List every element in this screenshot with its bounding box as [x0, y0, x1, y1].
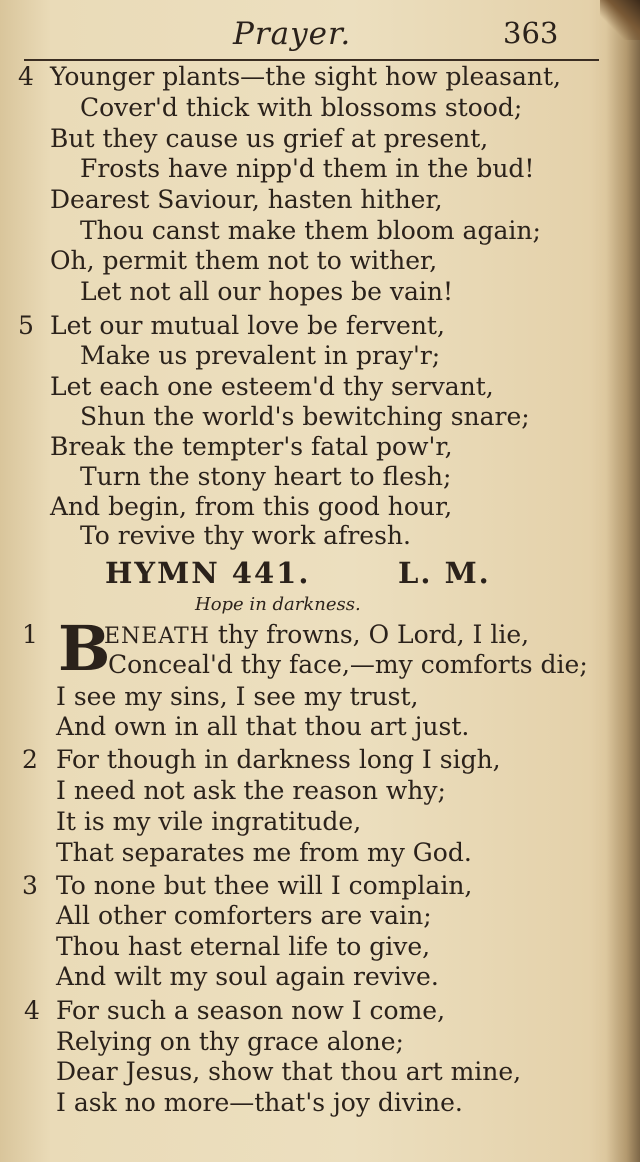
verse-line-first: [104, 620, 529, 652]
verse-line: Break the tempter's fatal pow'r,: [50, 432, 453, 461]
hymn-title: HYMN 441.: [105, 556, 311, 590]
verse-line: Let not all our hopes be vain!: [80, 277, 454, 306]
verse-line: It is my vile ingratitude,: [56, 807, 362, 836]
verse-line: I need not ask the reason why;: [56, 776, 446, 805]
verse-line: Turn the stony heart to flesh;: [80, 462, 452, 491]
stanza-number: 1: [22, 620, 38, 649]
page-corner-shadow: [600, 0, 640, 40]
verse-line: For such a season now I come,: [56, 996, 446, 1025]
page-title: Prayer.: [233, 16, 352, 52]
small-caps-word: ENEATH: [104, 624, 210, 649]
verse-line: Make us prevalent in pray'r;: [80, 341, 441, 370]
header-rule: [24, 59, 599, 61]
verse-line: I see my sins, I see my trust,: [56, 682, 419, 711]
verse-line: To revive thy work afresh.: [80, 521, 411, 550]
drop-cap: B: [58, 612, 111, 685]
running-head: [0, 12, 600, 52]
stanza-number: 5: [18, 311, 34, 340]
page-number: 363: [503, 16, 559, 50]
verse-line: Frosts have nipp'd them in the bud!: [80, 154, 535, 183]
verse-line: And own in all that thou art just.: [56, 712, 470, 741]
verse-line: Dear Jesus, show that thou art mine,: [56, 1057, 522, 1086]
verse-line: And begin, from this good hour,: [50, 492, 453, 521]
verse-line: And wilt my soul again revive.: [56, 962, 439, 991]
stanza-number: 4: [24, 996, 40, 1025]
page-edge-shadow: [606, 0, 640, 1162]
verse-line: Dearest Saviour, hasten hither,: [50, 185, 443, 214]
hymn-meter: L. M.: [398, 556, 491, 590]
verse-line: For though in darkness long I sigh,: [56, 745, 501, 774]
verse-line: Shun the world's bewitching snare;: [80, 402, 530, 431]
verse-line-rest: thy frowns, O Lord, I lie,: [209, 620, 530, 649]
stanza-number: 3: [22, 871, 38, 900]
verse-line: But they cause us grief at present,: [50, 124, 489, 153]
verse-line: Oh, permit them not to wither,: [50, 246, 438, 275]
stanza-number: 2: [22, 745, 38, 774]
hymn-subtitle: Hope in darkness.: [195, 594, 361, 615]
verse-line: That separates me from my God.: [56, 838, 472, 867]
verse-line: All other comforters are vain;: [56, 901, 432, 930]
verse-line: Cover'd thick with blossoms stood;: [80, 93, 523, 122]
verse-line: Let each one esteem'd thy servant,: [50, 372, 494, 401]
verse-line: Let our mutual love be fervent,: [50, 311, 445, 340]
verse-line: To none but thee will I complain,: [56, 871, 473, 900]
verse-line: Thou canst make them bloom again;: [80, 216, 541, 245]
verse-line: Younger plants—the sight how pleasant,: [50, 62, 561, 91]
verse-line: Relying on thy grace alone;: [56, 1027, 404, 1056]
verse-line: I ask no more—that's joy divine.: [56, 1088, 463, 1117]
stanza-number: 4: [18, 62, 34, 91]
verse-line: Thou hast eternal life to give,: [56, 932, 431, 961]
verse-line: Conceal'd thy face,—my comforts die;: [108, 650, 588, 679]
